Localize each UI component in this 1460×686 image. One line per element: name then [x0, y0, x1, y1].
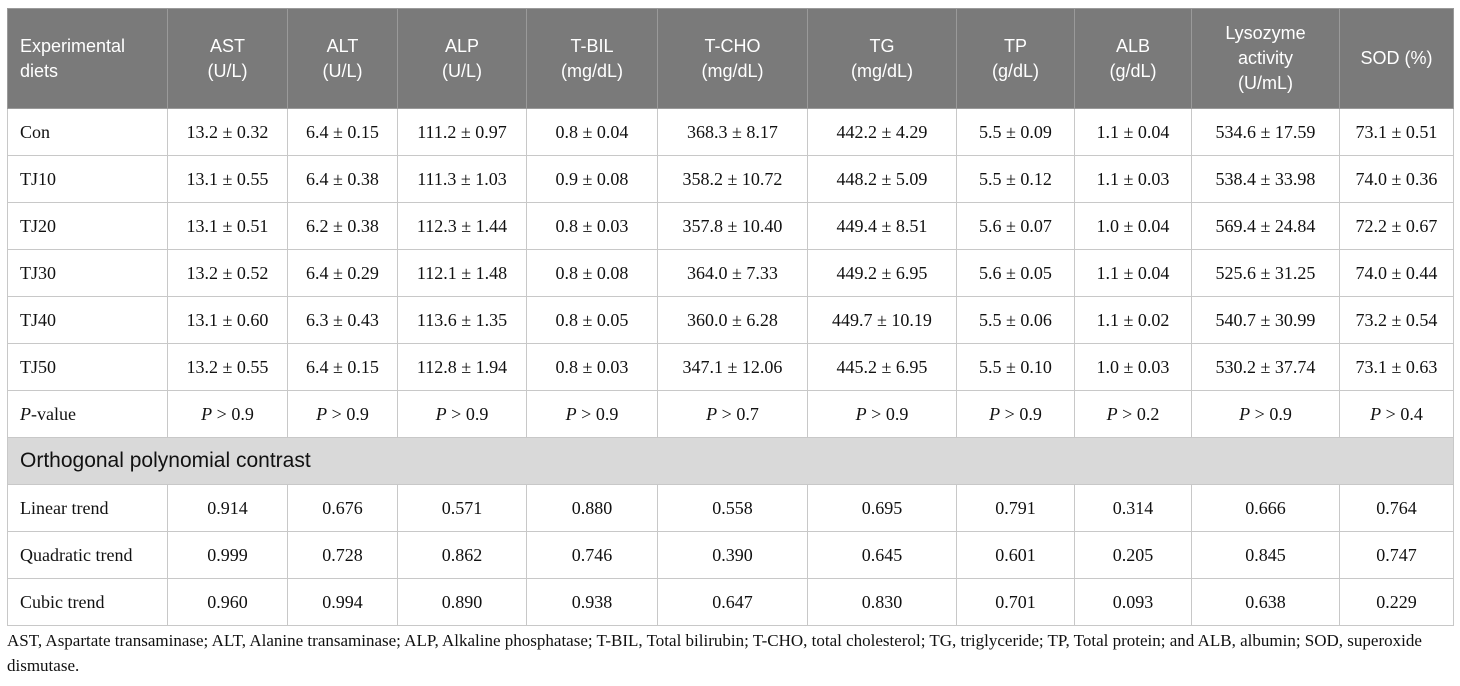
data-cell: 530.2 ± 37.74: [1192, 344, 1340, 391]
data-cell: 0.746: [527, 532, 658, 579]
pvalue-text: > 0.9: [1004, 403, 1042, 424]
data-cell: 449.2 ± 6.95: [808, 250, 957, 297]
header-lysozyme: Lysozyme activity (U/mL): [1192, 9, 1340, 109]
data-cell: 0.8 ± 0.03: [527, 203, 658, 250]
data-cell: 13.1 ± 0.55: [168, 156, 288, 203]
data-cell: 0.890: [398, 579, 527, 626]
p-symbol: P: [1370, 403, 1382, 424]
data-cell: 72.2 ± 0.67: [1340, 203, 1454, 250]
pvalue-row: [8, 391, 1454, 438]
data-cell: 74.0 ± 0.44: [1340, 250, 1454, 297]
data-cell: 5.5 ± 0.06: [957, 297, 1075, 344]
data-cell: 0.638: [1192, 579, 1340, 626]
data-cell: 0.9 ± 0.08: [527, 156, 658, 203]
data-cell: 5.5 ± 0.09: [957, 109, 1075, 156]
data-cell: 357.8 ± 10.40: [658, 203, 808, 250]
data-cell: 0.229: [1340, 579, 1454, 626]
data-cell: 540.7 ± 30.99: [1192, 297, 1340, 344]
pvalue-label: [8, 391, 168, 438]
data-cell: 368.3 ± 8.17: [658, 109, 808, 156]
data-cell: 0.999: [168, 532, 288, 579]
data-cell: 6.4 ± 0.29: [288, 250, 398, 297]
data-cell: 5.6 ± 0.07: [957, 203, 1075, 250]
data-cell: 0.8 ± 0.03: [527, 344, 658, 391]
data-cell: 113.6 ± 1.35: [398, 297, 527, 344]
table-row: [8, 203, 1454, 250]
pvalue-cell: [1192, 391, 1340, 438]
data-cell: 0.314: [1075, 485, 1192, 532]
table-row: [8, 109, 1454, 156]
table-footnote: AST, Aspartate transaminase; ALT, Alanine transaminase; ALP, Alkaline phosphatase; T-BIL, Total bilirubin; T-CHO, total cholesterol; TG, triglyceride; TP, Total protein; and ALB, albumin; SOD, superoxide dismutase.: [7, 631, 1422, 675]
data-cell: 13.2 ± 0.52: [168, 250, 288, 297]
data-cell: 360.0 ± 6.28: [658, 297, 808, 344]
data-cell: 112.1 ± 1.48: [398, 250, 527, 297]
data-cell: 1.1 ± 0.02: [1075, 297, 1192, 344]
data-cell: 1.1 ± 0.04: [1075, 109, 1192, 156]
pvalue-text: > 0.9: [451, 403, 489, 424]
data-cell: 74.0 ± 0.36: [1340, 156, 1454, 203]
data-cell: 112.8 ± 1.94: [398, 344, 527, 391]
data-cell: 5.6 ± 0.05: [957, 250, 1075, 297]
data-cell: 111.2 ± 0.97: [398, 109, 527, 156]
data-cell: 6.4 ± 0.15: [288, 344, 398, 391]
data-cell: 6.3 ± 0.43: [288, 297, 398, 344]
pvalue-text: > 0.9: [581, 403, 619, 424]
pvalue-cell: [288, 391, 398, 438]
data-cell: 364.0 ± 7.33: [658, 250, 808, 297]
section-header-row: [8, 438, 1454, 485]
data-cell: 1.1 ± 0.03: [1075, 156, 1192, 203]
data-cell: 442.2 ± 4.29: [808, 109, 957, 156]
data-cell: 73.1 ± 0.51: [1340, 109, 1454, 156]
data-cell: 0.676: [288, 485, 398, 532]
p-symbol: P: [1106, 403, 1118, 424]
data-cell: 0.845: [1192, 532, 1340, 579]
data-cell: 6.2 ± 0.38: [288, 203, 398, 250]
data-cell: 6.4 ± 0.38: [288, 156, 398, 203]
data-cell: 5.5 ± 0.12: [957, 156, 1075, 203]
pvalue-text: > 0.4: [1385, 403, 1423, 424]
row-label: Linear trend: [8, 485, 168, 532]
data-cell: 5.5 ± 0.10: [957, 344, 1075, 391]
data-cell: 0.728: [288, 532, 398, 579]
pvalue-text: > 0.9: [216, 403, 254, 424]
data-cell: 1.0 ± 0.03: [1075, 344, 1192, 391]
pvalue-text: > 0.9: [871, 403, 909, 424]
data-cell: 449.7 ± 10.19: [808, 297, 957, 344]
data-cell: 13.2 ± 0.55: [168, 344, 288, 391]
data-cell: 112.3 ± 1.44: [398, 203, 527, 250]
header-tg: TG (mg/dL): [808, 9, 957, 109]
header-ast: AST (U/L): [168, 9, 288, 109]
data-cell: 1.1 ± 0.04: [1075, 250, 1192, 297]
p-symbol: P: [989, 403, 1001, 424]
p-symbol: P: [1239, 403, 1251, 424]
pvalue-text: > 0.2: [1122, 403, 1160, 424]
table-row: [8, 344, 1454, 391]
header-sod: SOD (%): [1340, 9, 1454, 109]
data-cell: 73.1 ± 0.63: [1340, 344, 1454, 391]
header-alt: ALT (U/L): [288, 9, 398, 109]
data-cell: 0.647: [658, 579, 808, 626]
data-cell: 525.6 ± 31.25: [1192, 250, 1340, 297]
data-cell: 6.4 ± 0.15: [288, 109, 398, 156]
row-label: Cubic trend: [8, 579, 168, 626]
contrast-row: [8, 485, 1454, 532]
data-cell: 0.791: [957, 485, 1075, 532]
data-cell: 0.093: [1075, 579, 1192, 626]
header-experimental-diets: Experimental diets: [8, 9, 168, 109]
data-cell: 0.8 ± 0.08: [527, 250, 658, 297]
pvalue-cell: [398, 391, 527, 438]
data-cell: 0.994: [288, 579, 398, 626]
row-label: TJ10: [8, 156, 168, 203]
data-cell: 358.2 ± 10.72: [658, 156, 808, 203]
contrast-row: [8, 579, 1454, 626]
data-cell: 534.6 ± 17.59: [1192, 109, 1340, 156]
data-cell: 0.960: [168, 579, 288, 626]
p-symbol: P: [201, 403, 213, 424]
p-symbol: P: [316, 403, 328, 424]
row-label: TJ50: [8, 344, 168, 391]
pvalue-cell: [808, 391, 957, 438]
row-label: Quadratic trend: [8, 532, 168, 579]
pvalue-cell: [1340, 391, 1454, 438]
data-cell: 0.571: [398, 485, 527, 532]
header-alp: ALP (U/L): [398, 9, 527, 109]
data-cell: 0.695: [808, 485, 957, 532]
data-cell: 0.601: [957, 532, 1075, 579]
row-label: TJ20: [8, 203, 168, 250]
row-label: TJ40: [8, 297, 168, 344]
table-row: [8, 250, 1454, 297]
data-cell: 445.2 ± 6.95: [808, 344, 957, 391]
pvalue-cell: [527, 391, 658, 438]
pvalue-label-rest: -value: [31, 403, 76, 424]
row-label: TJ30: [8, 250, 168, 297]
data-cell: 448.2 ± 5.09: [808, 156, 957, 203]
data-cell: 0.862: [398, 532, 527, 579]
pvalue-text: > 0.9: [331, 403, 369, 424]
p-symbol: P: [435, 403, 447, 424]
data-cell: 0.914: [168, 485, 288, 532]
data-cell: 569.4 ± 24.84: [1192, 203, 1340, 250]
data-cell: 0.764: [1340, 485, 1454, 532]
results-table: [7, 8, 1454, 626]
data-cell: 73.2 ± 0.54: [1340, 297, 1454, 344]
data-cell: 347.1 ± 12.06: [658, 344, 808, 391]
data-cell: 0.390: [658, 532, 808, 579]
row-label: Con: [8, 109, 168, 156]
data-cell: 449.4 ± 8.51: [808, 203, 957, 250]
header-t-bil: T-BIL (mg/dL): [527, 9, 658, 109]
table-container: [7, 8, 1453, 626]
data-cell: 0.666: [1192, 485, 1340, 532]
pvalue-cell: [957, 391, 1075, 438]
pvalue-cell: [168, 391, 288, 438]
table-row: [8, 156, 1454, 203]
data-cell: 0.645: [808, 532, 957, 579]
contrast-row: [8, 532, 1454, 579]
data-cell: 13.2 ± 0.32: [168, 109, 288, 156]
p-symbol: P: [706, 403, 718, 424]
data-cell: 0.830: [808, 579, 957, 626]
pvalue-text: > 0.9: [1254, 403, 1292, 424]
pvalue-text: > 0.7: [721, 403, 759, 424]
p-symbol: P: [20, 403, 31, 424]
header-t-cho: T-CHO (mg/dL): [658, 9, 808, 109]
p-symbol: P: [565, 403, 577, 424]
data-cell: 538.4 ± 33.98: [1192, 156, 1340, 203]
section-title: Orthogonal polynomial contrast: [8, 438, 1454, 485]
data-cell: 0.558: [658, 485, 808, 532]
p-symbol: P: [855, 403, 867, 424]
table-row: [8, 297, 1454, 344]
data-cell: 0.701: [957, 579, 1075, 626]
data-cell: 0.8 ± 0.05: [527, 297, 658, 344]
data-cell: 1.0 ± 0.04: [1075, 203, 1192, 250]
pvalue-cell: [1075, 391, 1192, 438]
header-tp: TP (g/dL): [957, 9, 1075, 109]
data-cell: 0.205: [1075, 532, 1192, 579]
data-cell: 13.1 ± 0.60: [168, 297, 288, 344]
data-cell: 0.938: [527, 579, 658, 626]
data-cell: 0.8 ± 0.04: [527, 109, 658, 156]
data-cell: 0.747: [1340, 532, 1454, 579]
header-row: [8, 9, 1454, 109]
pvalue-cell: [658, 391, 808, 438]
data-cell: 0.880: [527, 485, 658, 532]
data-cell: 13.1 ± 0.51: [168, 203, 288, 250]
data-cell: 111.3 ± 1.03: [398, 156, 527, 203]
header-alb: ALB (g/dL): [1075, 9, 1192, 109]
